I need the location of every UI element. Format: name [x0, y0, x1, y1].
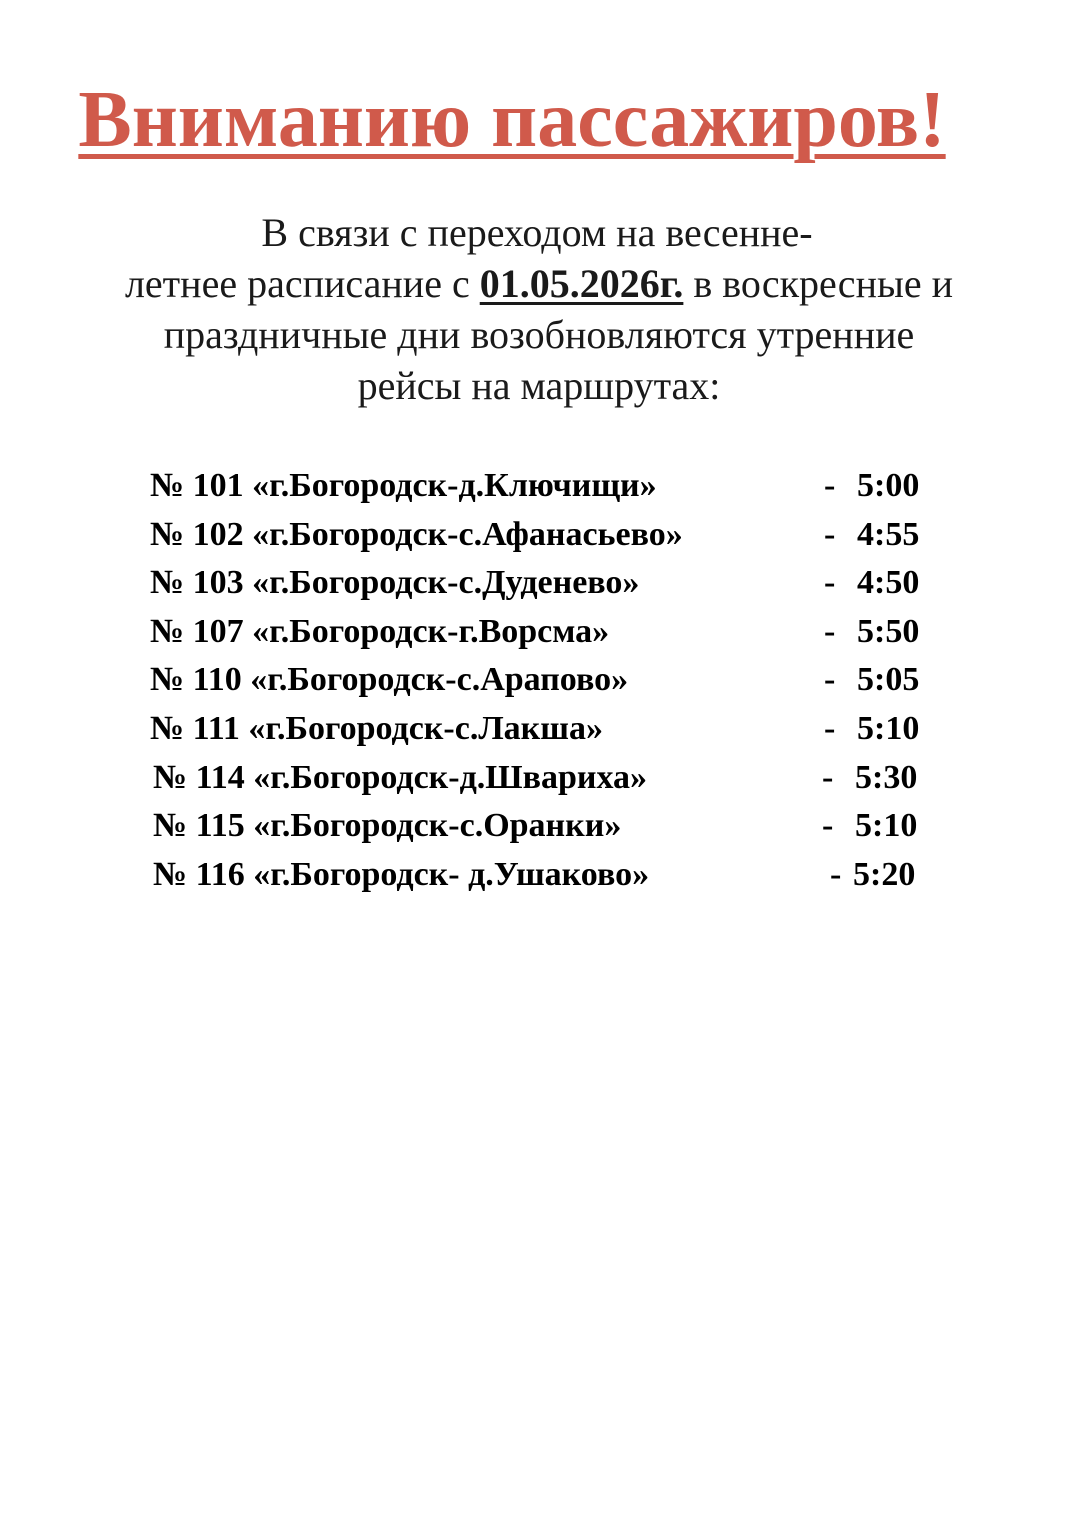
- route-name: № 101 «г.Богородск-д.Ключищи»: [150, 467, 657, 504]
- intro-line-2: [0, 258, 1078, 309]
- route-list: [0, 462, 1078, 899]
- intro-line-2-start: летнее расписание с: [124, 261, 480, 306]
- route-name: № 107 «г.Богородск-г.Ворсма»: [150, 612, 610, 650]
- route-row: [0, 754, 1078, 803]
- route-time: 5:00: [857, 467, 920, 504]
- route-row: [0, 705, 1078, 754]
- route-name: № 114 «г.Богородск-д.Швариха»: [153, 758, 648, 796]
- intro-paragraph: [0, 207, 1078, 411]
- route-dash: -: [830, 855, 842, 893]
- route-row: [0, 802, 1078, 851]
- route-dash: -: [824, 467, 836, 504]
- route-row: [0, 608, 1078, 657]
- schedule-date: 01.05.2026г.: [479, 261, 684, 306]
- route-name: № 116 «г.Богородск- д.Ушаково»: [153, 855, 650, 893]
- route-row: [0, 559, 1078, 608]
- route-dash: -: [824, 709, 836, 747]
- route-time: 4:55: [857, 515, 920, 553]
- route-time: 5:10: [857, 709, 920, 747]
- intro-line-3: праздничные дни возобновляются утренние: [163, 312, 915, 357]
- route-row: [0, 851, 1078, 900]
- intro-line-2-end: в воскресные и: [683, 261, 954, 306]
- route-dash: -: [824, 564, 836, 602]
- route-name: № 103 «г.Богородск-с.Дуденево»: [150, 564, 640, 602]
- route-name: № 102 «г.Богородск-с.Афанасьево»: [150, 515, 683, 553]
- route-time: 5:20: [853, 855, 916, 893]
- route-name: № 110 «г.Богородск-с.Арапово»: [150, 661, 629, 699]
- route-dash: -: [824, 661, 836, 699]
- intro-line-4: рейсы на маршрутах:: [357, 363, 721, 408]
- route-time: 5:05: [857, 661, 920, 699]
- route-time: 5:50: [857, 612, 920, 650]
- route-name: № 115 «г.Богородск-с.Оранки»: [153, 807, 622, 845]
- route-row: [0, 656, 1078, 705]
- route-dash: -: [822, 807, 834, 845]
- intro-line-1: В связи с переходом на весенне-: [261, 210, 813, 255]
- route-row: [0, 462, 1078, 511]
- route-time: 5:10: [855, 807, 918, 845]
- route-time: 4:50: [857, 564, 920, 602]
- notice-title: Вниманию пассажиров!: [78, 76, 946, 164]
- route-dash: -: [824, 515, 836, 553]
- route-dash: -: [824, 612, 836, 650]
- route-row: [0, 511, 1078, 560]
- route-time: 5:30: [855, 758, 918, 796]
- route-dash: -: [822, 758, 834, 796]
- route-name: № 111 «г.Богородск-с.Лакша»: [150, 709, 603, 747]
